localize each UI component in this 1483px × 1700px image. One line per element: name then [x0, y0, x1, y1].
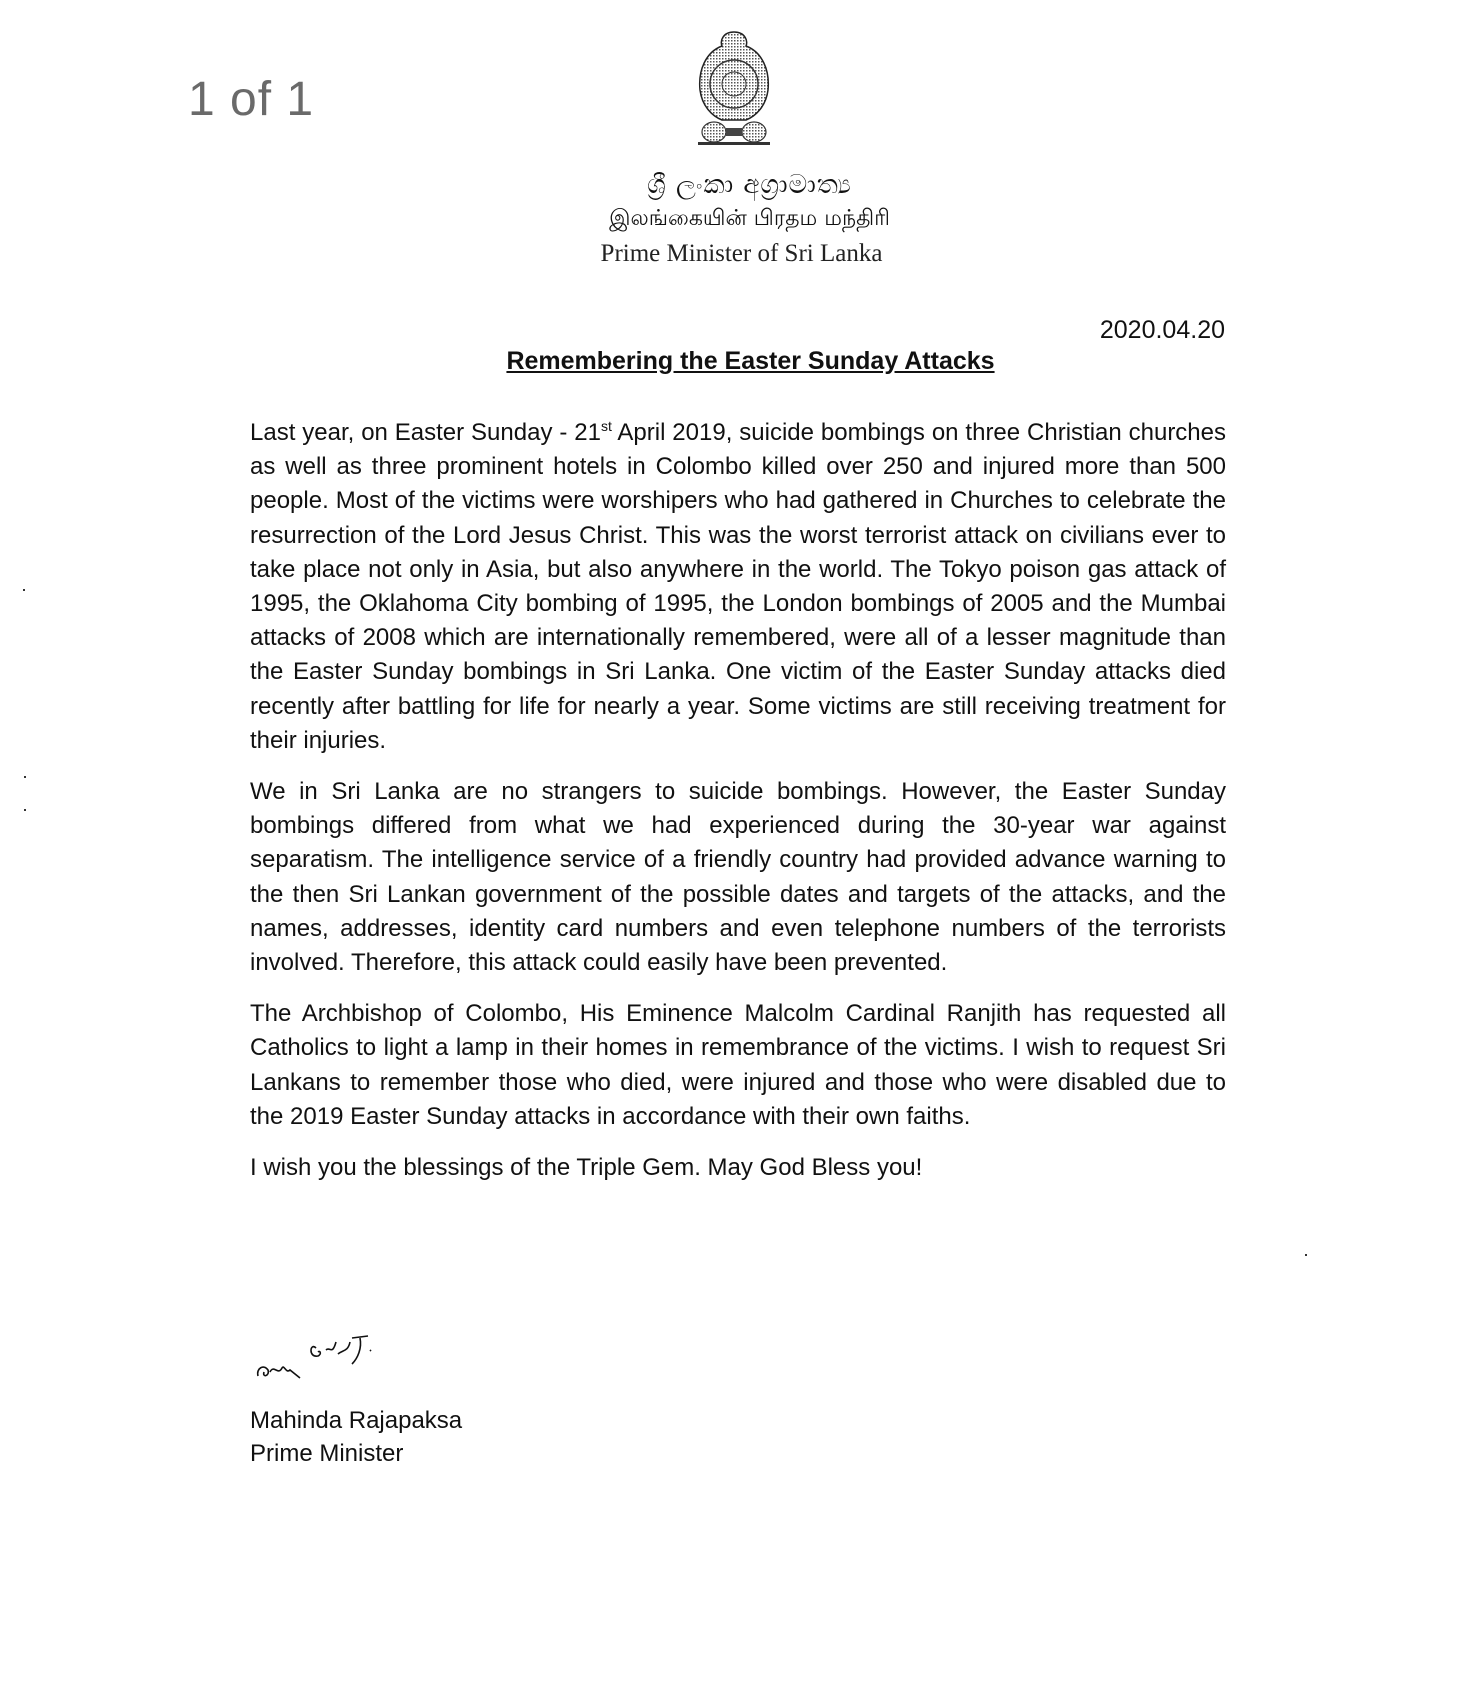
- paragraph-3: The Archbishop of Colombo, His Eminence Malcolm Cardinal Ranjith has requested all Catholics to light a lamp in their homes in remembrance of the victims. I wish to request Sri Lankans to remember those who died, were injured and those who were disabled due to the 2019 Easter Sunday attacks in accordance with their own faiths.: [250, 1000, 1226, 1130]
- signatory: [250, 1404, 462, 1470]
- letterhead-english: Prime Minister of Sri Lanka: [600, 240, 883, 267]
- signatory-name: Mahinda Rajapaksa: [250, 1407, 463, 1434]
- letter-title: Remembering the Easter Sunday Attacks: [506, 347, 995, 375]
- scan-speck: [23, 589, 25, 591]
- paragraph-2: We in Sri Lanka are no strangers to suicide bombings. However, the Easter Sunday bombings differed from what we had experienced during the 30-year war against separatism. The intelligence service of a friendly country had provided advance warning to the then Sri Lankan government of the possible dates and targets of the attacks, and the names, addresses, identity card numbers and even telephone numbers of the terrorists involved. Therefore, this attack could easily have been prevented.: [250, 778, 1226, 977]
- scan-speck: [24, 809, 26, 811]
- letter-date: 2020.04.20: [1099, 316, 1225, 344]
- letterhead-sinhala: ශ්‍රී ලංකා අග්‍රාමාත්‍ය: [647, 170, 852, 200]
- letterhead-tamil: இலங்கையின் பிரதம மந்திரி: [609, 206, 890, 231]
- paragraph-1-rest: April 2019, suicide bombings on three Christian churches as well as three prominent hotels in Colombo killed over 250 and injured more than 500 people. Most of the victims were worshipers who had gathered in Churches to celebrate the resurrection of the Lord Jesus Christ. This was the worst terrorist attack on civilians ever to take place not only in Asia, but also anywhere in the world. The Tokyo poison gas attack of 1995, the Oklahoma City bombing of 1995, the London bombings of 2005 and the Mumbai attacks of 2008 which are internationally remembered, were all of a lesser magnitude than the Easter Sunday bombings in Sri Lanka. One victim of the Easter Sunday attacks died recently after battling for life for nearly a year. Some victims are still receiving treatment for their injuries.: [250, 419, 1227, 754]
- ordinal-suffix: st: [600, 418, 612, 434]
- scan-speck: [1305, 1254, 1307, 1256]
- letter-body: [250, 416, 1226, 1185]
- paragraph-1-start: Last year, on Easter Sunday - 21: [250, 419, 601, 446]
- paragraph-1: [250, 416, 1226, 758]
- closing-line: I wish you the blessings of the Triple Gem. May God Bless you!: [250, 1154, 923, 1182]
- scan-speck: [24, 776, 26, 778]
- state-emblem-icon: [692, 28, 776, 150]
- signatory-position: Prime Minister: [250, 1440, 404, 1467]
- signature-icon: [252, 1328, 422, 1388]
- page-counter: 1 of 1: [188, 73, 315, 126]
